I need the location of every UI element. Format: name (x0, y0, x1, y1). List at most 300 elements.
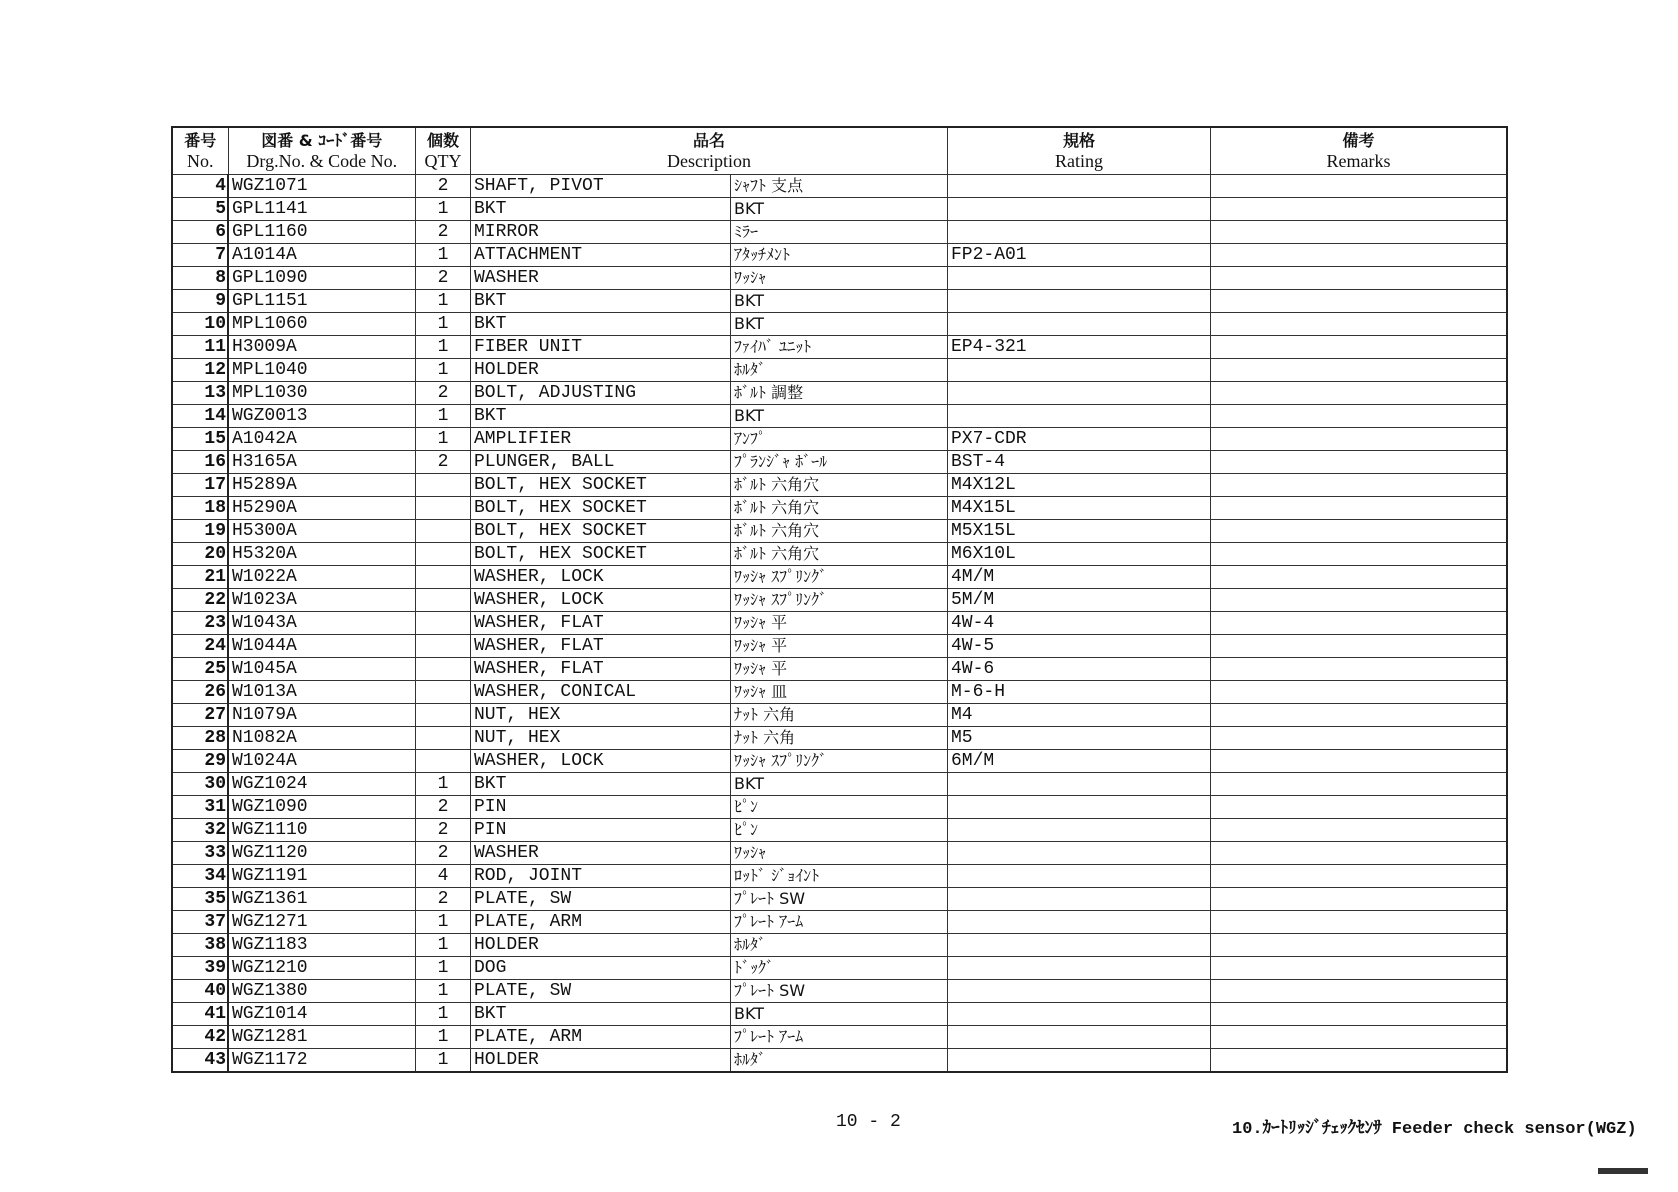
quantity-cell: 2 (416, 819, 471, 842)
description-en-cell: WASHER, FLAT (471, 635, 731, 658)
description-en-cell: PLATE, SW (471, 980, 731, 1003)
description-en-cell: PLATE, ARM (471, 1026, 731, 1049)
description-en-cell: BOLT, HEX SOCKET (471, 474, 731, 497)
quantity-cell: 1 (416, 405, 471, 428)
table-row (172, 635, 1507, 658)
rating-cell (948, 175, 1211, 198)
remarks-cell (1211, 704, 1508, 727)
description-jp-cell: ﾌﾟﾚｰﾄ ｱｰﾑ (731, 1026, 948, 1049)
remarks-cell (1211, 474, 1508, 497)
description-jp-cell: ﾎﾞﾙﾄ 六角穴 (731, 543, 948, 566)
part-number-cell: 38 (172, 934, 228, 957)
drawing-code-cell: GPL1090 (228, 267, 416, 290)
description-jp-cell: ﾎﾙﾀﾞ (731, 934, 948, 957)
rating-cell: 6M/M (948, 750, 1211, 773)
description-jp-cell: BKT (731, 773, 948, 796)
remarks-cell (1211, 543, 1508, 566)
description-jp-cell: ﾜｯｼｬ 平 (731, 612, 948, 635)
table-row (172, 658, 1507, 681)
part-number-cell: 7 (172, 244, 228, 267)
header-no-en: No. (187, 151, 214, 171)
quantity-cell: 1 (416, 359, 471, 382)
quantity-cell: 1 (416, 244, 471, 267)
description-jp-cell: BKT (731, 290, 948, 313)
rating-cell (948, 267, 1211, 290)
table-row (172, 428, 1507, 451)
drawing-code-cell: A1042A (228, 428, 416, 451)
drawing-code-cell: WGZ1210 (228, 957, 416, 980)
drawing-code-cell: H3009A (228, 336, 416, 359)
quantity-cell: 4 (416, 865, 471, 888)
description-jp-cell: ﾅｯﾄ 六角 (731, 727, 948, 750)
rating-cell: FP2-A01 (948, 244, 1211, 267)
rating-cell (948, 313, 1211, 336)
description-en-cell: BOLT, HEX SOCKET (471, 497, 731, 520)
header-qty (416, 127, 471, 175)
part-number-cell: 6 (172, 221, 228, 244)
rating-cell (948, 911, 1211, 934)
drawing-code-cell: H5289A (228, 474, 416, 497)
remarks-cell (1211, 313, 1508, 336)
table-row (172, 267, 1507, 290)
remarks-cell (1211, 589, 1508, 612)
part-number-cell: 40 (172, 980, 228, 1003)
rating-cell: M4 (948, 704, 1211, 727)
drawing-code-cell: WGZ1014 (228, 1003, 416, 1026)
description-en-cell: PIN (471, 819, 731, 842)
description-jp-cell: ﾌﾟﾚｰﾄ ｱｰﾑ (731, 911, 948, 934)
remarks-cell (1211, 451, 1508, 474)
quantity-cell: 1 (416, 290, 471, 313)
part-number-cell: 20 (172, 543, 228, 566)
part-number-cell: 21 (172, 566, 228, 589)
quantity-cell (416, 750, 471, 773)
header-remarks (1211, 127, 1508, 175)
part-number-cell: 8 (172, 267, 228, 290)
part-number-cell: 37 (172, 911, 228, 934)
rating-cell (948, 405, 1211, 428)
description-en-cell: BKT (471, 198, 731, 221)
description-en-cell: NUT, HEX (471, 704, 731, 727)
part-number-cell: 31 (172, 796, 228, 819)
remarks-cell (1211, 980, 1508, 1003)
description-jp-cell: ﾜｯｼｬ ｽﾌﾟﾘﾝｸﾞ (731, 566, 948, 589)
table-row (172, 1003, 1507, 1026)
table-row (172, 520, 1507, 543)
drawing-code-cell: WGZ1110 (228, 819, 416, 842)
rating-cell: M4X12L (948, 474, 1211, 497)
part-number-cell: 43 (172, 1049, 228, 1073)
drawing-code-cell: WGZ0013 (228, 405, 416, 428)
quantity-cell (416, 566, 471, 589)
part-number-cell: 17 (172, 474, 228, 497)
quantity-cell: 2 (416, 221, 471, 244)
remarks-cell (1211, 865, 1508, 888)
table-row (172, 290, 1507, 313)
part-number-cell: 14 (172, 405, 228, 428)
drawing-code-cell: MPL1030 (228, 382, 416, 405)
part-number-cell: 41 (172, 1003, 228, 1026)
description-jp-cell: ﾅｯﾄ 六角 (731, 704, 948, 727)
quantity-cell (416, 612, 471, 635)
rating-cell (948, 819, 1211, 842)
drawing-code-cell: WGZ1271 (228, 911, 416, 934)
description-en-cell: HOLDER (471, 359, 731, 382)
header-rating-jp: 規格 (1062, 131, 1095, 150)
part-number-cell: 19 (172, 520, 228, 543)
quantity-cell: 1 (416, 934, 471, 957)
rating-cell: 5M/M (948, 589, 1211, 612)
description-jp-cell: ﾜｯｼｬ 平 (731, 635, 948, 658)
table-row (172, 727, 1507, 750)
remarks-cell (1211, 750, 1508, 773)
quantity-cell: 2 (416, 267, 471, 290)
description-en-cell: DOG (471, 957, 731, 980)
quantity-cell (416, 497, 471, 520)
description-en-cell: WASHER, LOCK (471, 750, 731, 773)
remarks-cell (1211, 773, 1508, 796)
part-number-cell: 34 (172, 865, 228, 888)
part-number-cell: 4 (172, 175, 228, 198)
table-row (172, 842, 1507, 865)
drawing-code-cell: WGZ1024 (228, 773, 416, 796)
remarks-cell (1211, 612, 1508, 635)
remarks-cell (1211, 497, 1508, 520)
remarks-cell (1211, 681, 1508, 704)
rating-cell (948, 957, 1211, 980)
header-rating-en: Rating (1055, 151, 1103, 171)
quantity-cell (416, 681, 471, 704)
rating-cell (948, 980, 1211, 1003)
remarks-cell (1211, 198, 1508, 221)
part-number-cell: 25 (172, 658, 228, 681)
table-row (172, 911, 1507, 934)
description-jp-cell: ﾎﾙﾀﾞ (731, 359, 948, 382)
remarks-cell (1211, 336, 1508, 359)
rating-cell (948, 1003, 1211, 1026)
rating-cell: M5X15L (948, 520, 1211, 543)
drawing-code-cell: W1045A (228, 658, 416, 681)
part-number-cell: 32 (172, 819, 228, 842)
part-number-cell: 5 (172, 198, 228, 221)
quantity-cell (416, 520, 471, 543)
header-remarks-en: Remarks (1326, 151, 1391, 171)
description-en-cell: WASHER, FLAT (471, 658, 731, 681)
description-jp-cell: ﾌﾟﾚｰﾄ SW (731, 888, 948, 911)
drawing-code-cell: WGZ1183 (228, 934, 416, 957)
drawing-code-cell: H5290A (228, 497, 416, 520)
section-title: 10.ｶｰﾄﾘｯｼﾞﾁｪｯｸｾﾝｻ Feeder check sensor(WGZ) (1232, 1120, 1637, 1139)
table-row (172, 198, 1507, 221)
table-row (172, 405, 1507, 428)
description-jp-cell: ﾜｯｼｬ (731, 267, 948, 290)
rating-cell: BST-4 (948, 451, 1211, 474)
part-number-cell: 10 (172, 313, 228, 336)
remarks-cell (1211, 1049, 1508, 1073)
header-description (471, 127, 948, 175)
quantity-cell: 2 (416, 382, 471, 405)
quantity-cell: 2 (416, 796, 471, 819)
description-en-cell: PLATE, ARM (471, 911, 731, 934)
table-row (172, 1049, 1507, 1073)
table-row (172, 888, 1507, 911)
description-jp-cell: ﾜｯｼｬ ｽﾌﾟﾘﾝｸﾞ (731, 750, 948, 773)
drawing-code-cell: GPL1141 (228, 198, 416, 221)
description-jp-cell: ﾜｯｼｬ 平 (731, 658, 948, 681)
description-jp-cell: ﾎﾞﾙﾄ 六角穴 (731, 497, 948, 520)
drawing-code-cell: N1079A (228, 704, 416, 727)
scan-artifact (1598, 1168, 1648, 1174)
part-number-cell: 35 (172, 888, 228, 911)
quantity-cell: 1 (416, 773, 471, 796)
quantity-cell: 1 (416, 336, 471, 359)
rating-cell: M-6-H (948, 681, 1211, 704)
quantity-cell: 1 (416, 911, 471, 934)
part-number-cell: 12 (172, 359, 228, 382)
remarks-cell (1211, 727, 1508, 750)
table-row (172, 359, 1507, 382)
drawing-code-cell: N1082A (228, 727, 416, 750)
part-number-cell: 24 (172, 635, 228, 658)
table-row (172, 336, 1507, 359)
quantity-cell: 1 (416, 980, 471, 1003)
description-jp-cell: ﾌｧｲﾊﾞ ﾕﾆｯﾄ (731, 336, 948, 359)
remarks-cell (1211, 359, 1508, 382)
part-number-cell: 23 (172, 612, 228, 635)
remarks-cell (1211, 566, 1508, 589)
description-en-cell: WASHER, CONICAL (471, 681, 731, 704)
drawing-code-cell: A1014A (228, 244, 416, 267)
rating-cell (948, 1026, 1211, 1049)
part-number-cell: 27 (172, 704, 228, 727)
header-code (228, 127, 416, 175)
description-jp-cell: BKT (731, 198, 948, 221)
quantity-cell: 2 (416, 842, 471, 865)
table-row (172, 957, 1507, 980)
remarks-cell (1211, 221, 1508, 244)
description-jp-cell: ﾎﾙﾀﾞ (731, 1049, 948, 1073)
rating-cell (948, 865, 1211, 888)
quantity-cell: 1 (416, 957, 471, 980)
description-en-cell: NUT, HEX (471, 727, 731, 750)
remarks-cell (1211, 842, 1508, 865)
table-row (172, 221, 1507, 244)
remarks-cell (1211, 1026, 1508, 1049)
remarks-cell (1211, 796, 1508, 819)
description-en-cell: ROD, JOINT (471, 865, 731, 888)
description-en-cell: WASHER (471, 842, 731, 865)
part-number-cell: 30 (172, 773, 228, 796)
table-row (172, 589, 1507, 612)
remarks-cell (1211, 244, 1508, 267)
quantity-cell (416, 474, 471, 497)
header-qty-en: QTY (424, 151, 462, 171)
remarks-cell (1211, 405, 1508, 428)
drawing-code-cell: WGZ1090 (228, 796, 416, 819)
description-en-cell: WASHER, LOCK (471, 589, 731, 612)
table-row (172, 980, 1507, 1003)
remarks-cell (1211, 911, 1508, 934)
quantity-cell (416, 635, 471, 658)
rating-cell (948, 842, 1211, 865)
part-number-cell: 42 (172, 1026, 228, 1049)
part-number-cell: 39 (172, 957, 228, 980)
description-en-cell: BKT (471, 290, 731, 313)
rating-cell (948, 221, 1211, 244)
part-number-cell: 28 (172, 727, 228, 750)
header-code-en: Drg.No. & Code No. (246, 151, 398, 171)
rating-cell (948, 359, 1211, 382)
table-header-row (172, 127, 1507, 175)
description-en-cell: BOLT, HEX SOCKET (471, 543, 731, 566)
rating-cell (948, 382, 1211, 405)
table-row (172, 1026, 1507, 1049)
description-en-cell: BKT (471, 773, 731, 796)
quantity-cell: 2 (416, 451, 471, 474)
rating-cell (948, 198, 1211, 221)
description-jp-cell: ﾎﾞﾙﾄ 調整 (731, 382, 948, 405)
drawing-code-cell: WGZ1361 (228, 888, 416, 911)
rating-cell: 4W-4 (948, 612, 1211, 635)
description-en-cell: PLATE, SW (471, 888, 731, 911)
rating-cell: PX7-CDR (948, 428, 1211, 451)
description-en-cell: WASHER, FLAT (471, 612, 731, 635)
table-row (172, 773, 1507, 796)
table-row (172, 865, 1507, 888)
description-en-cell: HOLDER (471, 934, 731, 957)
part-number-cell: 33 (172, 842, 228, 865)
description-jp-cell: ﾎﾞﾙﾄ 六角穴 (731, 474, 948, 497)
description-jp-cell: ﾜｯｼｬ ｽﾌﾟﾘﾝｸﾞ (731, 589, 948, 612)
description-jp-cell: ﾛｯﾄﾞ ｼﾞｮｲﾝﾄ (731, 865, 948, 888)
description-en-cell: HOLDER (471, 1049, 731, 1073)
drawing-code-cell: GPL1151 (228, 290, 416, 313)
rating-cell (948, 796, 1211, 819)
part-number-cell: 11 (172, 336, 228, 359)
description-en-cell: PIN (471, 796, 731, 819)
quantity-cell: 1 (416, 1049, 471, 1073)
remarks-cell (1211, 520, 1508, 543)
table-row (172, 543, 1507, 566)
description-jp-cell: ﾄﾞｯｸﾞ (731, 957, 948, 980)
drawing-code-cell: W1043A (228, 612, 416, 635)
quantity-cell: 1 (416, 198, 471, 221)
quantity-cell: 2 (416, 175, 471, 198)
rating-cell (948, 773, 1211, 796)
drawing-code-cell: H3165A (228, 451, 416, 474)
description-jp-cell: ﾐﾗｰ (731, 221, 948, 244)
description-jp-cell: ｱﾀｯﾁﾒﾝﾄ (731, 244, 948, 267)
remarks-cell (1211, 267, 1508, 290)
header-code-jp: 図番 & ｺｰﾄﾞ番号 (261, 131, 383, 150)
drawing-code-cell: H5320A (228, 543, 416, 566)
table-row (172, 681, 1507, 704)
part-number-cell: 26 (172, 681, 228, 704)
part-number-cell: 29 (172, 750, 228, 773)
description-jp-cell: ﾎﾞﾙﾄ 六角穴 (731, 520, 948, 543)
remarks-cell (1211, 1003, 1508, 1026)
header-rating (948, 127, 1211, 175)
quantity-cell: 1 (416, 1026, 471, 1049)
description-jp-cell: ﾜｯｼｬ 皿 (731, 681, 948, 704)
description-en-cell: BOLT, ADJUSTING (471, 382, 731, 405)
table-row (172, 612, 1507, 635)
drawing-code-cell: WGZ1071 (228, 175, 416, 198)
remarks-cell (1211, 819, 1508, 842)
table-row (172, 819, 1507, 842)
drawing-code-cell: W1024A (228, 750, 416, 773)
remarks-cell (1211, 175, 1508, 198)
description-jp-cell: BKT (731, 405, 948, 428)
description-jp-cell: BKT (731, 313, 948, 336)
description-en-cell: BKT (471, 1003, 731, 1026)
description-jp-cell: ｼｬﾌﾄ 支点 (731, 175, 948, 198)
description-jp-cell: ﾌﾟﾗﾝｼﾞｬ ﾎﾞｰﾙ (731, 451, 948, 474)
drawing-code-cell: WGZ1380 (228, 980, 416, 1003)
rating-cell (948, 290, 1211, 313)
description-en-cell: WASHER, LOCK (471, 566, 731, 589)
quantity-cell (416, 658, 471, 681)
rating-cell (948, 1049, 1211, 1073)
remarks-cell (1211, 428, 1508, 451)
table-row (172, 474, 1507, 497)
header-description-jp: 品名 (692, 131, 725, 150)
header-qty-jp: 個数 (426, 131, 459, 150)
rating-cell (948, 934, 1211, 957)
quantity-cell: 1 (416, 1003, 471, 1026)
part-number-cell: 13 (172, 382, 228, 405)
description-en-cell: SHAFT, PIVOT (471, 175, 731, 198)
description-jp-cell: ｱﾝﾌﾟ (731, 428, 948, 451)
table-row (172, 566, 1507, 589)
remarks-cell (1211, 382, 1508, 405)
rating-cell: M4X15L (948, 497, 1211, 520)
remarks-cell (1211, 957, 1508, 980)
rating-cell: M6X10L (948, 543, 1211, 566)
rating-cell: EP4-321 (948, 336, 1211, 359)
description-en-cell: ATTACHMENT (471, 244, 731, 267)
table-row (172, 313, 1507, 336)
rating-cell: 4M/M (948, 566, 1211, 589)
remarks-cell (1211, 290, 1508, 313)
remarks-cell (1211, 658, 1508, 681)
table-row (172, 497, 1507, 520)
drawing-code-cell: H5300A (228, 520, 416, 543)
table-row (172, 750, 1507, 773)
drawing-code-cell: W1013A (228, 681, 416, 704)
quantity-cell (416, 704, 471, 727)
description-en-cell: FIBER UNIT (471, 336, 731, 359)
description-en-cell: BKT (471, 313, 731, 336)
table-row (172, 704, 1507, 727)
remarks-cell (1211, 635, 1508, 658)
table-row (172, 382, 1507, 405)
header-no (172, 127, 228, 175)
drawing-code-cell: W1044A (228, 635, 416, 658)
page-number: 10 - 2 (836, 1112, 901, 1132)
part-number-cell: 18 (172, 497, 228, 520)
part-number-cell: 16 (172, 451, 228, 474)
drawing-code-cell: WGZ1191 (228, 865, 416, 888)
description-en-cell: AMPLIFIER (471, 428, 731, 451)
description-jp-cell: ﾜｯｼｬ (731, 842, 948, 865)
part-number-cell: 22 (172, 589, 228, 612)
drawing-code-cell: W1022A (228, 566, 416, 589)
part-number-cell: 9 (172, 290, 228, 313)
drawing-code-cell: MPL1040 (228, 359, 416, 382)
rating-cell (948, 888, 1211, 911)
rating-cell: 4W-5 (948, 635, 1211, 658)
